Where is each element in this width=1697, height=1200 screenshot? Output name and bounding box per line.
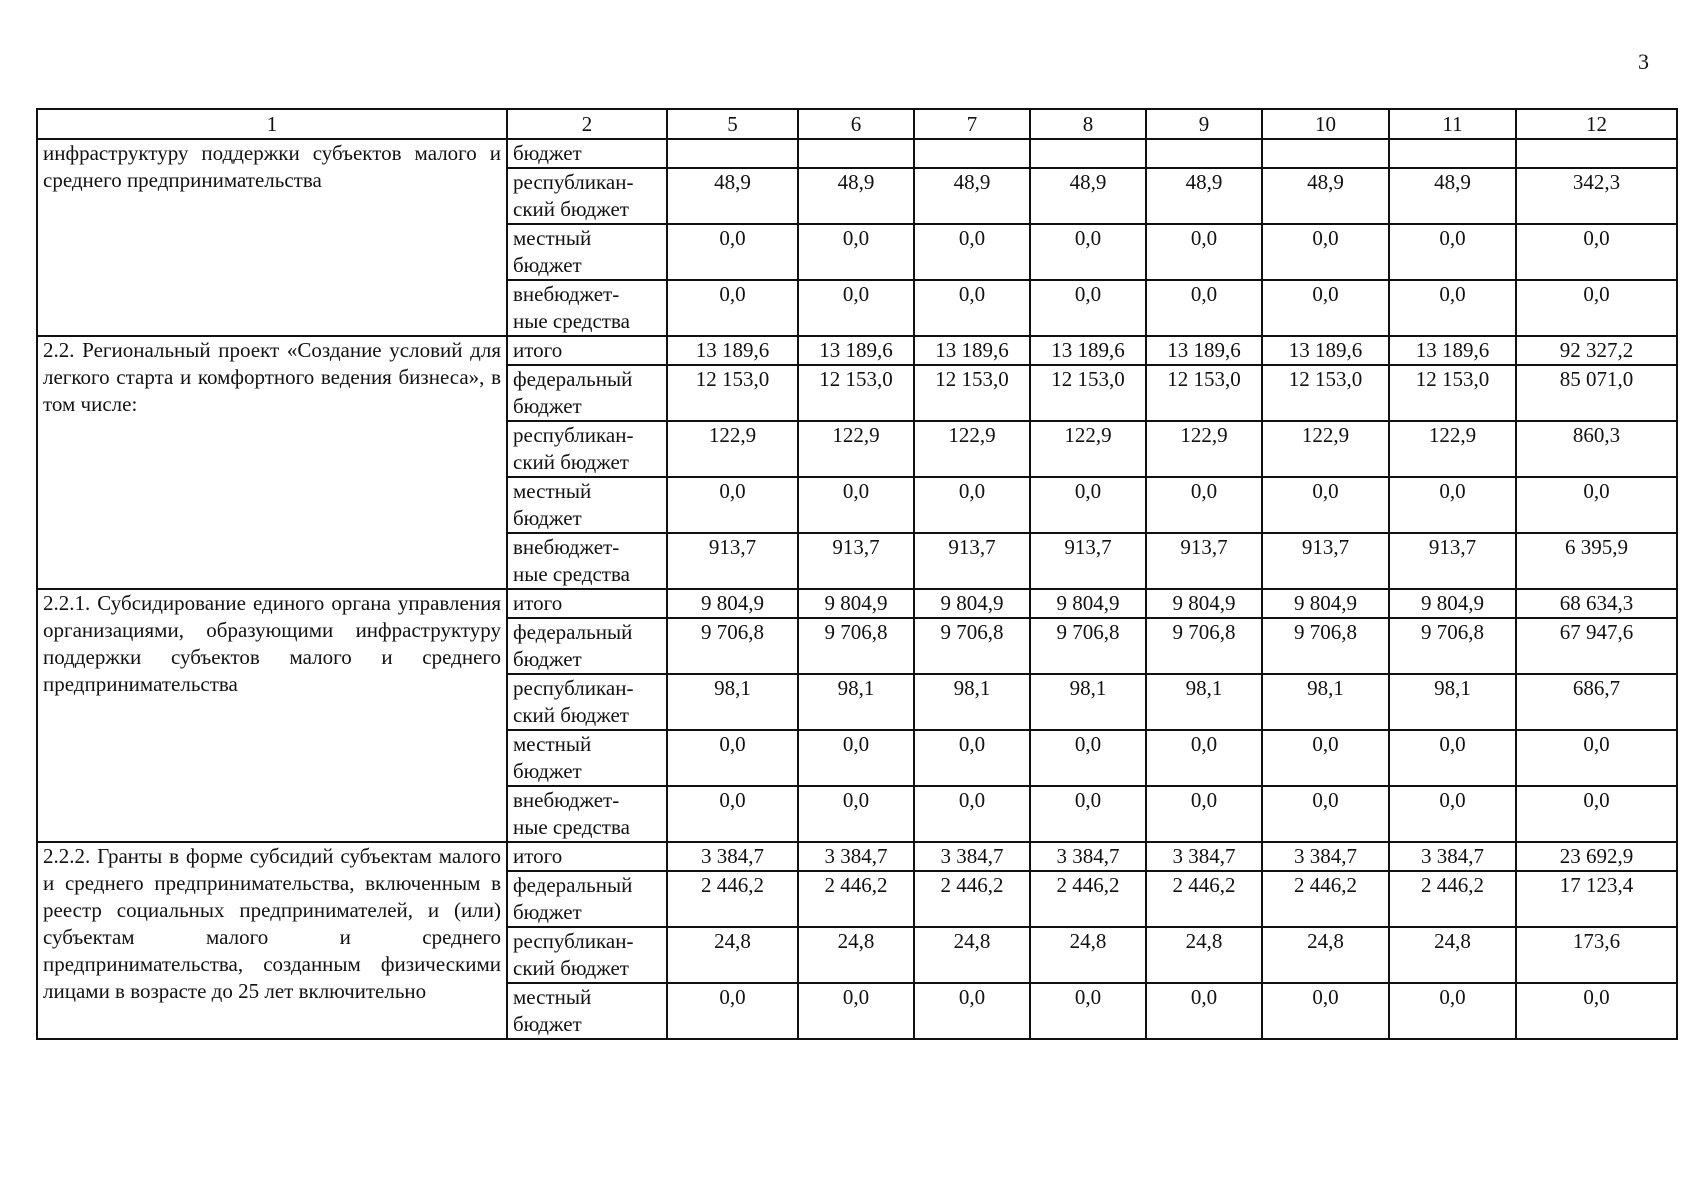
- total-value-cell: [1516, 139, 1677, 168]
- year-value-cell: 2 446,2: [1146, 871, 1262, 927]
- funding-source: итого: [507, 842, 667, 871]
- table-row: [37, 139, 1677, 168]
- year-value-cell: 98,1: [914, 674, 1030, 730]
- year-value-cell: 9 804,9: [1030, 589, 1146, 618]
- year-value-cell: 122,9: [798, 421, 914, 477]
- year-value-cell: 0,0: [914, 730, 1030, 786]
- year-value-cell: 0,0: [1030, 983, 1146, 1039]
- total-value-cell: 92 327,2: [1516, 336, 1677, 365]
- column-header: 2: [507, 109, 667, 139]
- year-value-cell: 48,9: [1146, 168, 1262, 224]
- year-value-cell: 12 153,0: [1030, 365, 1146, 421]
- year-value-cell: 0,0: [914, 477, 1030, 533]
- year-value-cell: 98,1: [667, 674, 798, 730]
- funding-source: федеральный бюджет: [507, 618, 667, 674]
- funding-source: республикан- ский бюджет: [507, 421, 667, 477]
- funding-source: итого: [507, 336, 667, 365]
- year-value-cell: 0,0: [1146, 786, 1262, 842]
- year-value-cell: 13 189,6: [1389, 336, 1516, 365]
- year-value-cell: 913,7: [1262, 533, 1389, 589]
- year-value-cell: 48,9: [1389, 168, 1516, 224]
- total-value-cell: 342,3: [1516, 168, 1677, 224]
- year-value-cell: 0,0: [914, 224, 1030, 280]
- total-value-cell: 0,0: [1516, 730, 1677, 786]
- year-value-cell: 24,8: [798, 927, 914, 983]
- year-value-cell: 98,1: [1030, 674, 1146, 730]
- column-header: 5: [667, 109, 798, 139]
- total-value-cell: 860,3: [1516, 421, 1677, 477]
- year-value-cell: 0,0: [798, 224, 914, 280]
- year-value-cell: 9 706,8: [1389, 618, 1516, 674]
- year-value-cell: 122,9: [1389, 421, 1516, 477]
- total-value-cell: 17 123,4: [1516, 871, 1677, 927]
- year-value-cell: 2 446,2: [1262, 871, 1389, 927]
- column-header: 10: [1262, 109, 1389, 139]
- year-value-cell: 2 446,2: [1389, 871, 1516, 927]
- year-value-cell: 9 804,9: [798, 589, 914, 618]
- year-value-cell: 122,9: [1030, 421, 1146, 477]
- funding-source: внебюджет- ные средства: [507, 280, 667, 336]
- year-value-cell: 122,9: [1262, 421, 1389, 477]
- activity-description: 2.2.1. Субсидирование единого органа управления организациями, образующими инфраструктуру поддержки субъектов малого и среднего предпринимательства: [37, 589, 507, 842]
- activity-description: инфраструктуру поддержки субъектов малого и среднего предпринимательства: [37, 139, 507, 336]
- year-value-cell: 122,9: [667, 421, 798, 477]
- funding-source: местный бюджет: [507, 983, 667, 1039]
- year-value-cell: 0,0: [914, 786, 1030, 842]
- year-value-cell: 0,0: [1146, 730, 1262, 786]
- year-value-cell: 913,7: [798, 533, 914, 589]
- year-value-cell: 913,7: [1389, 533, 1516, 589]
- funding-source: федеральный бюджет: [507, 871, 667, 927]
- year-value-cell: 0,0: [798, 786, 914, 842]
- year-value-cell: 122,9: [914, 421, 1030, 477]
- year-value-cell: 0,0: [798, 730, 914, 786]
- year-value-cell: 24,8: [1262, 927, 1389, 983]
- year-value-cell: 913,7: [914, 533, 1030, 589]
- total-value-cell: 173,6: [1516, 927, 1677, 983]
- year-value-cell: 0,0: [1389, 477, 1516, 533]
- funding-source: бюджет: [507, 139, 667, 168]
- year-value-cell: 9 706,8: [1146, 618, 1262, 674]
- year-value-cell: 122,9: [1146, 421, 1262, 477]
- year-value-cell: 9 706,8: [1030, 618, 1146, 674]
- year-value-cell: 12 153,0: [667, 365, 798, 421]
- year-value-cell: [1146, 139, 1262, 168]
- year-value-cell: 3 384,7: [914, 842, 1030, 871]
- column-header: 8: [1030, 109, 1146, 139]
- year-value-cell: 0,0: [1262, 477, 1389, 533]
- year-value-cell: 24,8: [667, 927, 798, 983]
- year-value-cell: 0,0: [1146, 983, 1262, 1039]
- funding-source: местный бюджет: [507, 477, 667, 533]
- year-value-cell: 0,0: [914, 280, 1030, 336]
- year-value-cell: 9 706,8: [914, 618, 1030, 674]
- year-value-cell: 0,0: [1389, 224, 1516, 280]
- funding-source: итого: [507, 589, 667, 618]
- year-value-cell: 0,0: [667, 983, 798, 1039]
- year-value-cell: 0,0: [667, 280, 798, 336]
- year-value-cell: 9 706,8: [1262, 618, 1389, 674]
- year-value-cell: 0,0: [1146, 280, 1262, 336]
- activity-description: 2.2.2. Гранты в форме субсидий субъектам малого и среднего предпринимательства, включенным в реестр социальных предпринимателей, и (или) субъектам малого и среднего предпринимательства, созданным физическими лицами в возрасте до 25 лет включительно: [37, 842, 507, 1039]
- page-number: 3: [1638, 49, 1649, 74]
- year-value-cell: 3 384,7: [1146, 842, 1262, 871]
- total-value-cell: 85 071,0: [1516, 365, 1677, 421]
- year-value-cell: 12 153,0: [914, 365, 1030, 421]
- year-value-cell: 3 384,7: [798, 842, 914, 871]
- year-value-cell: 0,0: [1146, 224, 1262, 280]
- year-value-cell: 9 706,8: [667, 618, 798, 674]
- year-value-cell: 13 189,6: [1146, 336, 1262, 365]
- year-value-cell: 0,0: [1389, 983, 1516, 1039]
- total-value-cell: 68 634,3: [1516, 589, 1677, 618]
- year-value-cell: 24,8: [1389, 927, 1516, 983]
- year-value-cell: 0,0: [1030, 477, 1146, 533]
- year-value-cell: 0,0: [1262, 224, 1389, 280]
- funding-source: республикан- ский бюджет: [507, 927, 667, 983]
- year-value-cell: 913,7: [1146, 533, 1262, 589]
- year-value-cell: 98,1: [1389, 674, 1516, 730]
- year-value-cell: 0,0: [1389, 786, 1516, 842]
- year-value-cell: 9 804,9: [667, 589, 798, 618]
- year-value-cell: 913,7: [1030, 533, 1146, 589]
- year-value-cell: 0,0: [667, 786, 798, 842]
- year-value-cell: 13 189,6: [1030, 336, 1146, 365]
- year-value-cell: 0,0: [798, 983, 914, 1039]
- header-row: [37, 109, 1677, 139]
- funding-source: местный бюджет: [507, 730, 667, 786]
- column-header: 12: [1516, 109, 1677, 139]
- year-value-cell: 12 153,0: [1146, 365, 1262, 421]
- total-value-cell: 67 947,6: [1516, 618, 1677, 674]
- table-row: [37, 589, 1677, 618]
- funding-source: внебюджет- ные средства: [507, 786, 667, 842]
- year-value-cell: 24,8: [1030, 927, 1146, 983]
- column-header: 6: [798, 109, 914, 139]
- year-value-cell: 48,9: [667, 168, 798, 224]
- year-value-cell: 0,0: [1030, 786, 1146, 842]
- year-value-cell: 9 804,9: [1389, 589, 1516, 618]
- year-value-cell: [667, 139, 798, 168]
- column-header: 7: [914, 109, 1030, 139]
- total-value-cell: 0,0: [1516, 477, 1677, 533]
- year-value-cell: 913,7: [667, 533, 798, 589]
- total-value-cell: 686,7: [1516, 674, 1677, 730]
- budget-table: [36, 108, 1678, 1040]
- year-value-cell: 13 189,6: [1262, 336, 1389, 365]
- year-value-cell: [914, 139, 1030, 168]
- total-value-cell: 6 395,9: [1516, 533, 1677, 589]
- year-value-cell: 48,9: [1262, 168, 1389, 224]
- year-value-cell: 0,0: [1262, 786, 1389, 842]
- funding-source: федеральный бюджет: [507, 365, 667, 421]
- funding-source: местный бюджет: [507, 224, 667, 280]
- table-body: [37, 139, 1677, 1039]
- year-value-cell: 3 384,7: [667, 842, 798, 871]
- year-value-cell: 98,1: [1146, 674, 1262, 730]
- total-value-cell: 23 692,9: [1516, 842, 1677, 871]
- year-value-cell: 3 384,7: [1262, 842, 1389, 871]
- year-value-cell: 2 446,2: [914, 871, 1030, 927]
- year-value-cell: 0,0: [667, 730, 798, 786]
- total-value-cell: 0,0: [1516, 786, 1677, 842]
- funding-source: республикан- ский бюджет: [507, 674, 667, 730]
- year-value-cell: 12 153,0: [1389, 365, 1516, 421]
- year-value-cell: 48,9: [798, 168, 914, 224]
- year-value-cell: [1030, 139, 1146, 168]
- year-value-cell: 13 189,6: [914, 336, 1030, 365]
- year-value-cell: 2 446,2: [798, 871, 914, 927]
- year-value-cell: 0,0: [914, 983, 1030, 1039]
- year-value-cell: 9 804,9: [1262, 589, 1389, 618]
- year-value-cell: 2 446,2: [1030, 871, 1146, 927]
- year-value-cell: 48,9: [914, 168, 1030, 224]
- total-value-cell: 0,0: [1516, 280, 1677, 336]
- column-header: 9: [1146, 109, 1262, 139]
- year-value-cell: [1389, 139, 1516, 168]
- year-value-cell: 0,0: [1262, 280, 1389, 336]
- total-value-cell: 0,0: [1516, 224, 1677, 280]
- year-value-cell: 13 189,6: [667, 336, 798, 365]
- year-value-cell: 24,8: [1146, 927, 1262, 983]
- table-header: [37, 109, 1677, 139]
- year-value-cell: 12 153,0: [798, 365, 914, 421]
- year-value-cell: 9 804,9: [914, 589, 1030, 618]
- year-value-cell: 2 446,2: [667, 871, 798, 927]
- table-row: [37, 336, 1677, 365]
- year-value-cell: 12 153,0: [1262, 365, 1389, 421]
- year-value-cell: 0,0: [798, 477, 914, 533]
- year-value-cell: 0,0: [1262, 730, 1389, 786]
- column-header: 11: [1389, 109, 1516, 139]
- year-value-cell: [798, 139, 914, 168]
- table-row: [37, 842, 1677, 871]
- year-value-cell: 0,0: [667, 477, 798, 533]
- year-value-cell: 48,9: [1030, 168, 1146, 224]
- year-value-cell: 3 384,7: [1030, 842, 1146, 871]
- activity-description: 2.2. Региональный проект «Создание условий для легкого старта и комфортного ведения бизнеса», в том числе:: [37, 336, 507, 589]
- year-value-cell: 0,0: [1389, 730, 1516, 786]
- year-value-cell: 0,0: [1030, 224, 1146, 280]
- year-value-cell: 9 804,9: [1146, 589, 1262, 618]
- year-value-cell: 0,0: [1030, 730, 1146, 786]
- total-value-cell: 0,0: [1516, 983, 1677, 1039]
- year-value-cell: 0,0: [1389, 280, 1516, 336]
- year-value-cell: [1262, 139, 1389, 168]
- year-value-cell: 0,0: [1262, 983, 1389, 1039]
- year-value-cell: 0,0: [667, 224, 798, 280]
- column-header: 1: [37, 109, 507, 139]
- year-value-cell: 13 189,6: [798, 336, 914, 365]
- year-value-cell: 0,0: [1146, 477, 1262, 533]
- funding-source: внебюджет- ные средства: [507, 533, 667, 589]
- year-value-cell: 0,0: [798, 280, 914, 336]
- funding-source: республикан- ский бюджет: [507, 168, 667, 224]
- year-value-cell: 24,8: [914, 927, 1030, 983]
- year-value-cell: 0,0: [1030, 280, 1146, 336]
- year-value-cell: 3 384,7: [1389, 842, 1516, 871]
- year-value-cell: 98,1: [1262, 674, 1389, 730]
- year-value-cell: 9 706,8: [798, 618, 914, 674]
- year-value-cell: 98,1: [798, 674, 914, 730]
